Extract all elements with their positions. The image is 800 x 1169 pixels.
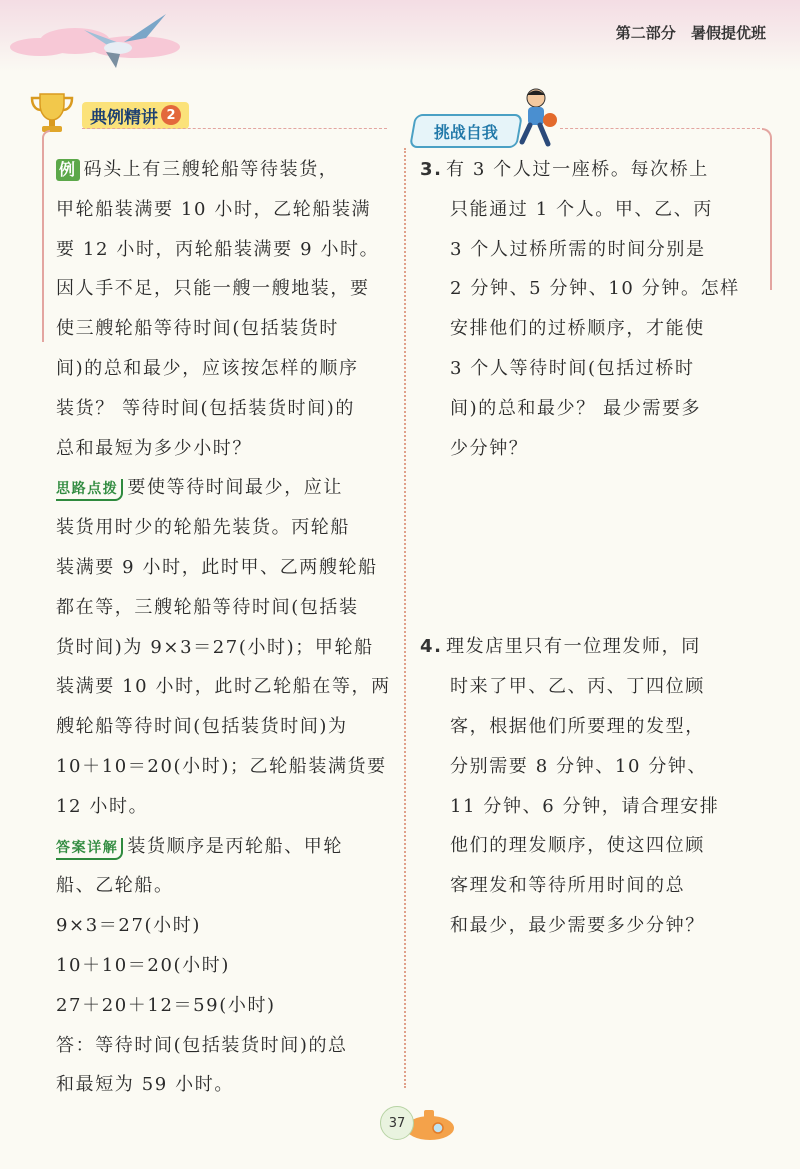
q4-number: 4. xyxy=(420,636,443,658)
example-line: 要 12 小时，丙轮船装满要 9 小时。 xyxy=(56,238,380,260)
cloud-decoration xyxy=(10,38,70,56)
example-line: 装货？ 等待时间(包括装货时间)的 xyxy=(56,397,355,419)
q4-line: 11 分钟、6 分钟，请合理安排 xyxy=(450,795,720,817)
hint-line: 思路点拨 要使等待时间最少，应让 xyxy=(56,468,396,508)
header-band xyxy=(0,0,800,72)
challenge-label: 挑战自我 xyxy=(433,122,498,142)
section-title xyxy=(82,100,402,130)
q3-number: 3. xyxy=(420,159,443,180)
hint-tag: 思路点拨 xyxy=(56,479,123,501)
q3-line: 3 个人等待时间(包括过桥时 xyxy=(450,357,695,379)
q3-line: 2 分钟、5 分钟、10 分钟。怎样 xyxy=(450,278,740,300)
q4-line: 和最少，最少需要多少分钟？ xyxy=(450,914,705,936)
q4-line: 时来了甲、乙、丙、丁四位顾 xyxy=(450,676,705,698)
part-label: 第二部分 xyxy=(615,24,676,42)
q4-line: 客，根据他们所要理的发型， xyxy=(450,715,705,737)
answer-line: 和最短为 59 小时。 xyxy=(56,1074,234,1096)
running-boy-icon xyxy=(512,86,564,150)
answer-tag: 答案详解 xyxy=(56,838,123,860)
hint-line: 货时间)为 9×3＝27(小时)；甲轮船 xyxy=(56,636,374,658)
q3-line: 间)的总和最少？ 最少需要多 xyxy=(450,397,702,419)
seagull-icon xyxy=(76,8,176,74)
section-title-pill xyxy=(82,102,189,129)
header-label xyxy=(606,22,766,43)
q3-line: 3. 有 3 个人过一座桥。每次桥上 xyxy=(420,150,760,190)
challenge-badge xyxy=(409,114,523,148)
example-line: 因人手不足，只能一艘一艘地装，要 xyxy=(56,278,370,300)
trophy-icon xyxy=(28,90,76,136)
hint-line: 10＋10＝20(小时)；乙轮船装满货要 xyxy=(56,755,387,777)
example-line: 间)的总和最少，应该按怎样的顺序 xyxy=(56,357,359,379)
example-line: 总和最短为多少小时？ xyxy=(56,437,252,459)
answer-line: 答案详解 装货顺序是丙轮船、甲轮 xyxy=(56,827,396,867)
answer-line: 9×3＝27(小时) xyxy=(56,915,201,937)
hint-line: 12 小时。 xyxy=(56,795,149,817)
challenge-rule xyxy=(560,128,760,129)
q3-line: 安排他们的过桥顺序，才能使 xyxy=(450,318,705,340)
answer-line: 答：等待时间(包括装货时间)的总 xyxy=(56,1034,348,1056)
hint-line: 装满要 10 小时，此时乙轮船在等，两 xyxy=(56,676,391,698)
example-line: 使三艘轮船等待时间(包括装货时 xyxy=(56,318,340,340)
page-number: 37 xyxy=(380,1106,414,1140)
frame-corner-left xyxy=(42,130,50,342)
hint-line: 都在等，三艘轮船等待时间(包括装 xyxy=(56,596,359,618)
example-tag: 例 xyxy=(56,159,80,181)
q3-line: 3 个人过桥所需的时间分别是 xyxy=(450,238,706,260)
q4-line: 他们的理发顺序，使这四位顾 xyxy=(450,835,705,857)
column-divider xyxy=(404,148,406,1088)
answer-space xyxy=(420,468,760,627)
example-line: 甲轮船装满要 10 小时，乙轮船装满 xyxy=(56,198,372,220)
q4-line: 分别需要 8 分钟、10 分钟、 xyxy=(450,755,708,777)
frame-corner-right xyxy=(762,128,772,290)
q4-line: 4. 理发店里只有一位理发师，同 xyxy=(420,627,760,667)
section-number-badge: 2 xyxy=(161,105,181,125)
hint-line: 装满要 9 小时，此时甲、乙两艘轮船 xyxy=(56,556,378,578)
q3-line: 少分钟？ xyxy=(450,437,529,459)
example-column xyxy=(56,150,396,1105)
example-line: 例 码头上有三艘轮船等待装货， xyxy=(56,150,396,190)
answer-line: 27＋20＋12＝59(小时) xyxy=(56,994,276,1016)
page-number-area xyxy=(370,1100,460,1146)
exercise-column xyxy=(420,150,760,946)
q4-line: 客理发和等待所用时间的总 xyxy=(450,875,686,897)
answer-line: 10＋10＝20(小时) xyxy=(56,954,230,976)
section-title-text: 典例精讲 xyxy=(90,107,158,128)
q3-line: 只能通过 1 个人。甲、乙、丙 xyxy=(450,198,713,220)
book-label: 暑假提优班 xyxy=(690,24,766,42)
hint-line: 装货用时少的轮船先装货。丙轮船 xyxy=(56,517,350,539)
title-rule xyxy=(82,128,387,129)
hint-line: 艘轮船等待时间(包括装货时间)为 xyxy=(56,716,348,738)
answer-line: 船、乙轮船。 xyxy=(56,875,174,897)
